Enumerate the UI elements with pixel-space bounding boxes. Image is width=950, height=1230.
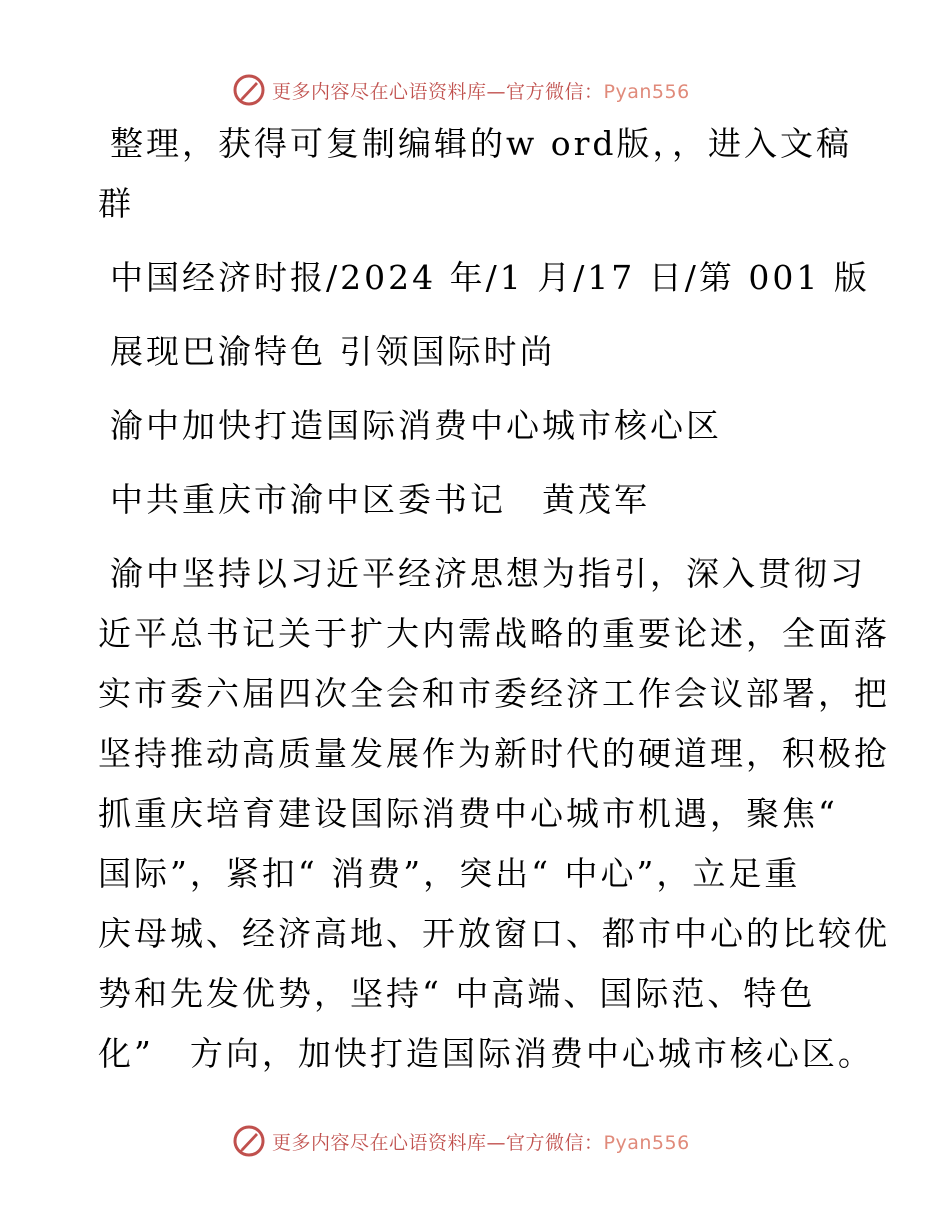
body-line: 实市委六届四次全会和市委经济工作会议部署，把 xyxy=(98,674,890,713)
body-line: 渝中坚持以习近平经济思想为指引，深入贯彻习 xyxy=(110,554,866,593)
body-line: 近平总书记关于扩大内需战略的重要论述，全面落 xyxy=(98,614,890,653)
watermark-text: 更多内容尽在心语资料库—官方微信：Pyan556 xyxy=(272,1131,690,1154)
subheadline: 渝中加快打造国际消费中心城市核心区 xyxy=(110,406,722,445)
author-line: 中共重庆市渝中区委书记 黄茂军 xyxy=(110,480,650,519)
body-line: 坚持推动高质量发展作为新时代的硬道理，积极抢 xyxy=(98,734,890,773)
quill-logo-icon xyxy=(232,73,266,107)
intro-line: 整理，获得可复制编辑的w ord版，，进入文稿 xyxy=(110,124,853,163)
body-line: 国际”，紧扣“ 消费”，突出“ 中心”，立足重 xyxy=(98,854,801,893)
intro-line-continued: 群 xyxy=(98,184,134,223)
body-line: 抓重庆培育建设国际消费中心城市机遇，聚焦“ xyxy=(98,794,838,833)
watermark-header xyxy=(232,70,722,110)
watermark-footer xyxy=(232,1121,722,1161)
body-line: 庆母城、经济高地、开放窗口、都市中心的比较优 xyxy=(98,914,890,953)
body-line: 化” 方向，加快打造国际消费中心城市核心区。 xyxy=(98,1034,874,1073)
body-line: 势和先发优势，坚持“ 中高端、国际范、特色 xyxy=(98,974,816,1013)
source-line: 中国经济时报/2024 年/1 月/17 日/第 001 版 xyxy=(110,258,870,297)
headline: 展现巴渝特色 引领国际时尚 xyxy=(110,332,556,371)
watermark-text: 更多内容尽在心语资料库—官方微信：Pyan556 xyxy=(272,80,690,103)
quill-logo-icon xyxy=(232,1124,266,1158)
